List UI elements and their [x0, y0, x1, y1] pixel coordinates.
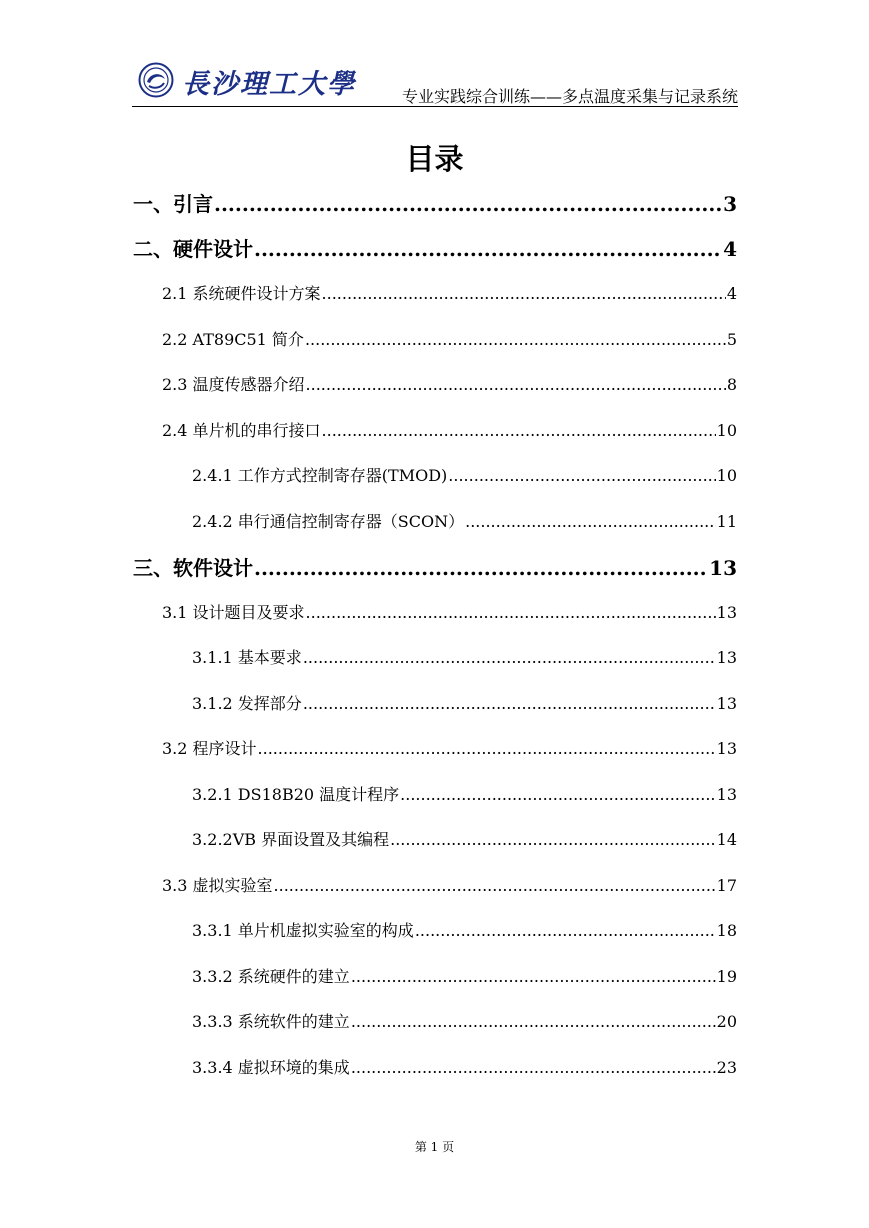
toc-entry[interactable]	[162, 281, 737, 304]
header-course-title: 专业实践综合训练——多点温度采集与记录系统	[401, 87, 738, 106]
toc-entry-page: 8	[726, 375, 737, 394]
toc-entry-label: 3.3.4 虚拟环境的集成	[192, 1058, 350, 1077]
toc-entry-page: 11	[716, 512, 737, 531]
toc-entry-label: 3.3.1 单片机虚拟实验室的构成	[192, 921, 414, 940]
toc-entry[interactable]	[192, 509, 737, 532]
toc-leader-dots	[214, 192, 722, 216]
toc-entry[interactable]	[162, 600, 737, 623]
toc-leader-dots	[351, 1012, 716, 1031]
toc-leader-dots	[254, 237, 722, 261]
toc-entry-label: 3.3.3 系统软件的建立	[192, 1012, 350, 1031]
toc-entry-label: 3.2 程序设计	[162, 739, 257, 758]
toc-leader-dots	[258, 739, 716, 758]
toc-leader-dots	[254, 556, 708, 580]
toc-entry-label: 一、引言	[133, 192, 213, 216]
toc-leader-dots	[303, 694, 716, 713]
toc-entry[interactable]	[133, 188, 737, 217]
toc-leader-dots	[400, 785, 715, 804]
toc-leader-dots	[415, 921, 716, 940]
toc-leader-dots	[274, 876, 716, 895]
toc-entry[interactable]	[192, 827, 737, 850]
toc-entry-page: 20	[716, 1012, 737, 1031]
toc-entry[interactable]	[162, 736, 737, 759]
toc-entry-label: 2.2 AT89C51 简介	[162, 330, 304, 349]
toc-leader-dots	[306, 375, 726, 394]
toc-entry-label: 3.3.2 系统硬件的建立	[192, 967, 350, 986]
page-header	[132, 60, 738, 107]
toc-leader-dots	[305, 330, 726, 349]
toc-entry-label: 2.1 系统硬件设计方案	[162, 284, 321, 303]
toc-entry-page: 13	[716, 603, 737, 622]
university-name: 長沙理工大學	[182, 69, 356, 100]
toc-entry-page: 13	[716, 694, 737, 713]
toc-entry-page: 14	[716, 830, 737, 849]
toc-entry-label: 三、软件设计	[133, 556, 253, 580]
toc-entry[interactable]	[192, 918, 737, 941]
toc-entry-label: 3.2.2VB 界面设置及其编程	[192, 830, 390, 849]
toc-leader-dots	[322, 421, 716, 440]
toc-leader-dots	[306, 603, 716, 622]
toc-entry-label: 二、硬件设计	[133, 237, 253, 261]
university-logo-icon	[138, 62, 174, 98]
toc-leader-dots	[351, 967, 716, 986]
toc-entry-page: 4	[723, 237, 737, 261]
toc-entry-page: 23	[716, 1058, 737, 1077]
toc-entry-label: 3.3 虚拟实验室	[162, 876, 273, 895]
toc-entry-page: 13	[716, 648, 737, 667]
toc-entry-label: 2.4.2 串行通信控制寄存器（SCON）	[192, 512, 465, 531]
toc-entry[interactable]	[162, 873, 737, 896]
toc-leader-dots	[448, 466, 715, 485]
toc-entry[interactable]	[192, 1055, 737, 1078]
toc-entry-label: 3.1.1 基本要求	[192, 648, 302, 667]
toc-entry[interactable]	[162, 327, 737, 350]
toc-leader-dots	[465, 512, 716, 531]
toc-entry[interactable]	[192, 964, 737, 987]
page-title: 目录	[405, 142, 464, 176]
toc-entry-page: 4	[726, 284, 737, 303]
toc-entry-label: 3.2.1 DS18B20 温度计程序	[192, 785, 400, 804]
toc-entry-page: 10	[716, 421, 737, 440]
toc-entry[interactable]	[192, 645, 737, 668]
toc-entry-page: 13	[716, 739, 737, 758]
toc-leader-dots	[322, 284, 726, 303]
toc-leader-dots	[351, 1058, 716, 1077]
toc-entry-page: 3	[723, 192, 737, 216]
toc-entry[interactable]	[133, 552, 737, 581]
toc-entry-page: 19	[716, 967, 737, 986]
toc-entry-page: 10	[716, 466, 737, 485]
toc-entry-label: 3.1.2 发挥部分	[192, 694, 302, 713]
toc-entry[interactable]	[192, 1009, 737, 1032]
toc-entry[interactable]	[133, 233, 737, 262]
page-number-footer: 第 1 页	[414, 1140, 455, 1154]
toc-entry-label: 2.4 单片机的串行接口	[162, 421, 321, 440]
toc-entry-page: 13	[709, 556, 737, 580]
toc-entry-page: 13	[716, 785, 737, 804]
toc-entry[interactable]	[192, 691, 737, 714]
toc-entry-page: 5	[726, 330, 737, 349]
toc-entry[interactable]	[162, 418, 737, 441]
toc-entry[interactable]	[192, 782, 737, 805]
toc-entry[interactable]	[192, 463, 737, 486]
toc-entry[interactable]	[162, 372, 737, 395]
toc-leader-dots	[390, 830, 716, 849]
toc-entry-page: 17	[716, 876, 737, 895]
toc-entry-page: 18	[716, 921, 737, 940]
toc-entry-label: 3.1 设计题目及要求	[162, 603, 305, 622]
toc-entry-label: 2.3 温度传感器介绍	[162, 375, 305, 394]
toc-entry-label: 2.4.1 工作方式控制寄存器(TMOD)	[192, 466, 448, 485]
toc-leader-dots	[303, 648, 716, 667]
